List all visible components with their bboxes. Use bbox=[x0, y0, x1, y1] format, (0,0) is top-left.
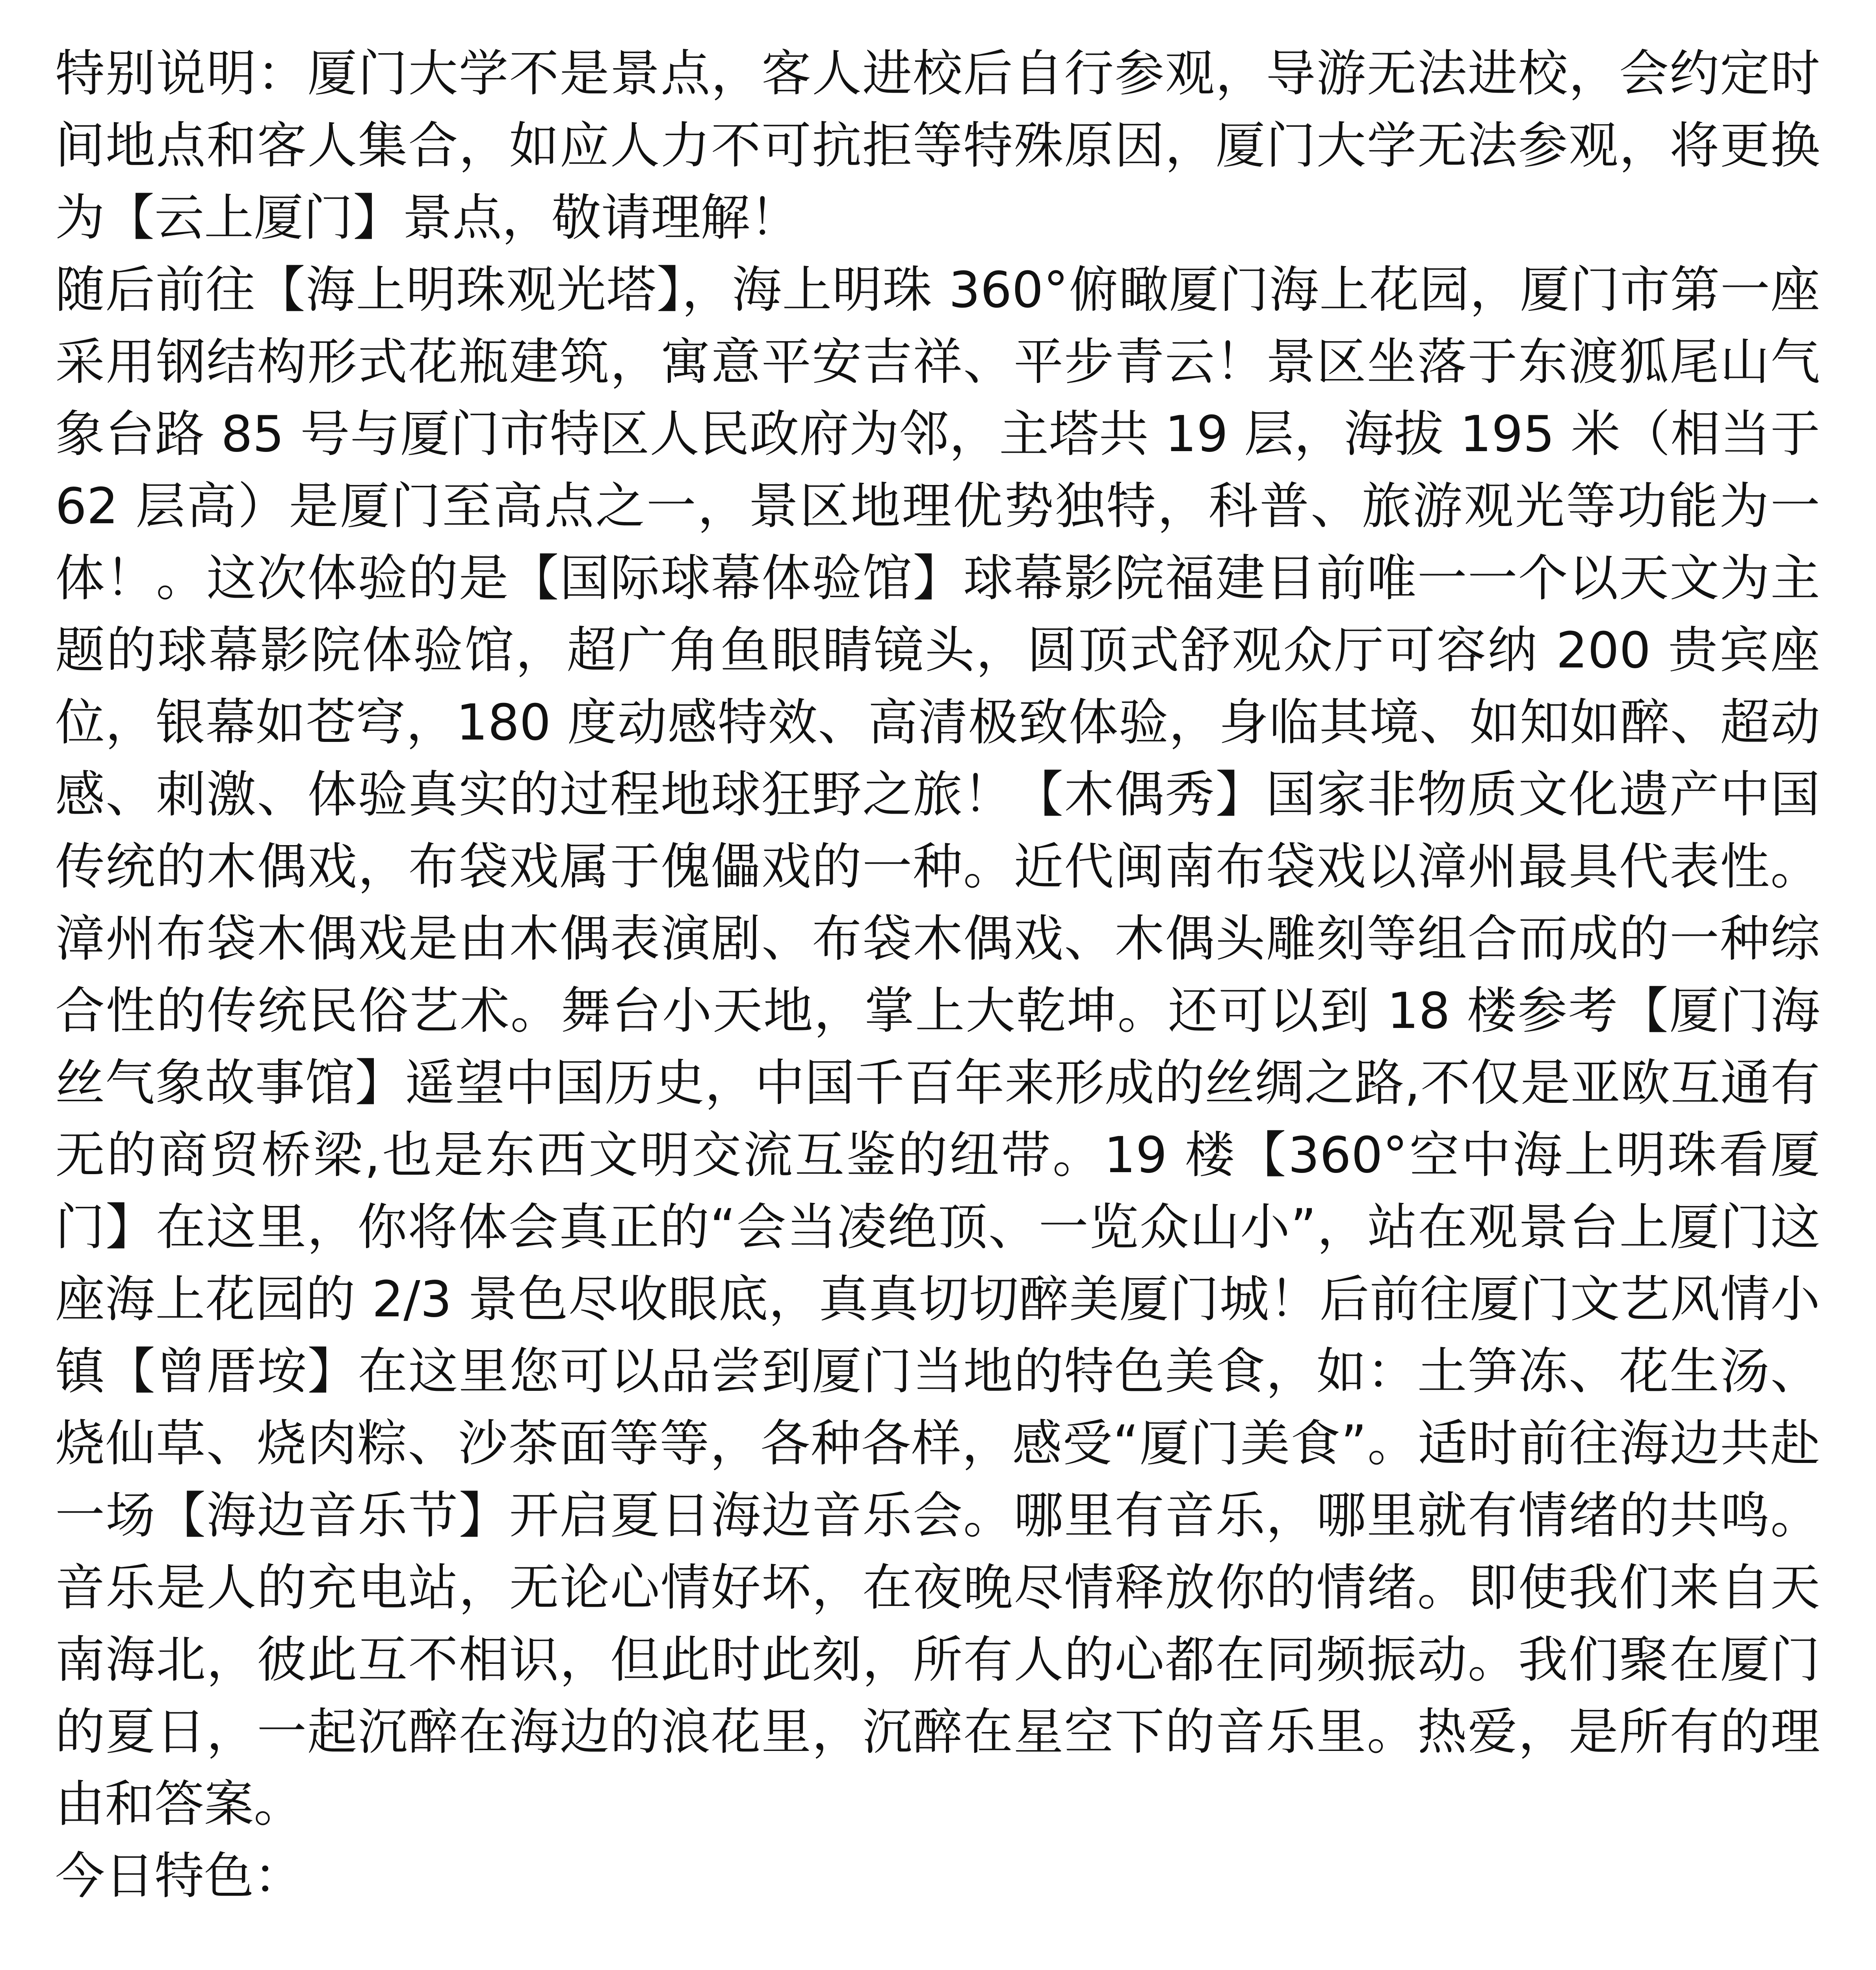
special-note-paragraph: 特别说明：厦门大学不是景点，客人进校后自行参观，导游无法进校，会约定时间地点和客人集合，如应人力不可抗拒等特殊原因，厦门大学无法参观，将更换为【云上厦门】景点，敬请理解！ bbox=[55, 45, 1820, 247]
document-body bbox=[55, 37, 1820, 1912]
today-features-heading: 今日特色： bbox=[55, 1847, 303, 1905]
itinerary-paragraph: 随后前往【海上明珠观光塔】，海上明珠 360°俯瞰厦门海上花园，厦门市第一座采用钢结构形式花瓶建筑，寓意平安吉祥、平步青云！景区坐落于东渡狐尾山气象台路 85 号与厦门市特区人民政府为邻，主塔共 19 层，海拔 195 米（相当于 62 层高）是厦门至高点之一，景区地理优势独特，科普、旅游观光等功能为一体！。这次体验的是【国际球幕体验馆】球幕影院福建目前唯一一个以天文为主题的球幕影院体验馆，超广角鱼眼睛镜头，圆顶式舒观众厅可容纳 200 贵宾座位，银幕如苍穹，180 度动感特效、高清极致体验，身临其境、如知如醉、超动感、刺激、体验真实的过程地球狂野之旅！【木偶秀】国家非物质文化遗产中国传统的木偶戏，布袋戏属于傀儡戏的一种。近代闽南布袋戏以漳州最具代表性。漳州布袋木偶戏是由木偶表演剧、布袋木偶戏、木偶头雕刻等组合而成的一种综合性的传统民俗艺术。舞台小天地，掌上大乾坤。还可以到 18 楼参考【厦门海丝气象故事馆】遥望中国历史，中国千百年来形成的丝绸之路,不仅是亚欧互通有无的商贸桥梁,也是东西文明交流互鉴的纽带。19 楼【360°空中海上明珠看厦门】在这里，你将体会真正的“会当凌绝顶、一览众山小”，站在观景台上厦门这座海上花园的 2/3 景色尽收眼底，真真切切醉美厦门城！后前往厦门文艺风情小镇【曾厝垵】在这里您可以品尝到厦门当地的特色美食，如：土笋冻、花生汤、烧仙草、烧肉粽、沙茶面等等，各种各样，感受“厦门美食”。适时前往海边共赴一场【海边音乐节】开启夏日海边音乐会。哪里有音乐，哪里就有情绪的共鸣。音乐是人的充电站，无论心情好坏，在夜晚尽情释放你的情绪。即使我们来自天南海北，彼此互不相识，但此时此刻，所有人的心都在同频振动。我们聚在厦门的夏日，一起沉醉在海边的浪花里，沉醉在星空下的音乐里。热爱，是所有的理由和答案。 bbox=[55, 261, 1820, 1833]
